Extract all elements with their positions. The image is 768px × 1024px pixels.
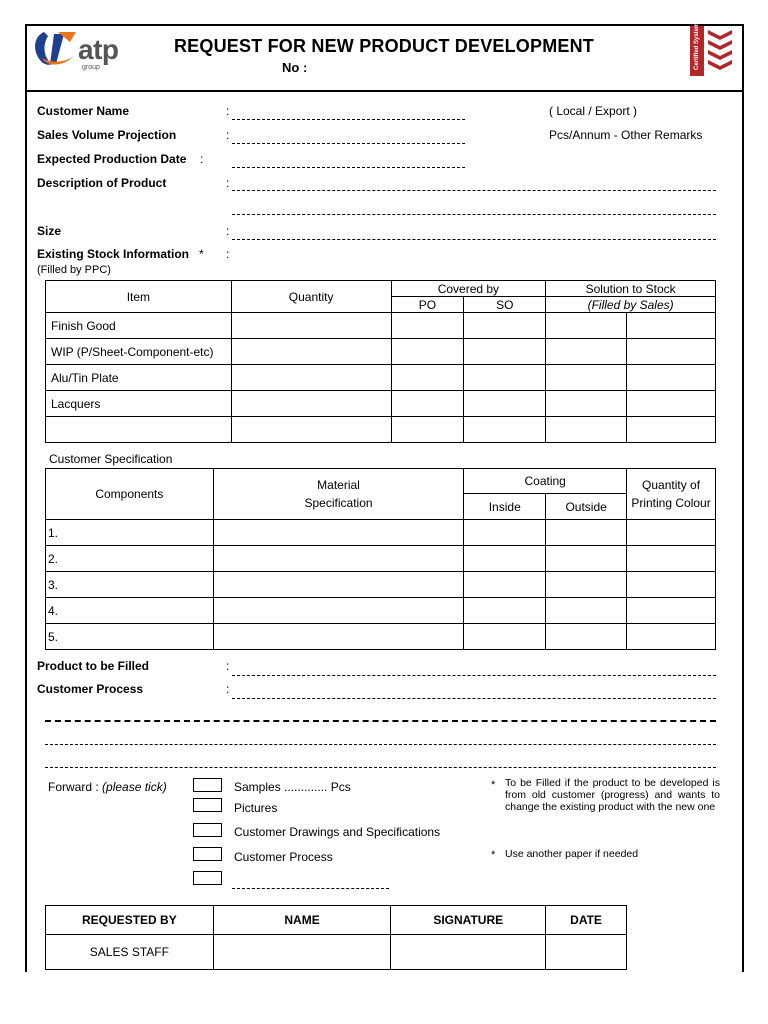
table-cell[interactable] [546, 598, 627, 624]
table-cell[interactable] [627, 624, 716, 650]
colon: : [226, 128, 230, 142]
table-cell[interactable] [546, 624, 627, 650]
existing-stock-star: * [199, 247, 204, 261]
customer-process-field[interactable] [232, 698, 716, 699]
colon: : [226, 176, 230, 190]
size-label: Size [37, 224, 62, 238]
pictures-checkbox[interactable] [193, 798, 222, 812]
table-cell[interactable] [391, 313, 464, 339]
pictures-option: Pictures [234, 801, 278, 815]
existing-stock-label: Existing Stock Information [37, 247, 190, 261]
notes-line-2[interactable] [45, 744, 716, 745]
spec-row-number: 2. [46, 546, 214, 572]
sales-volume-field[interactable] [232, 143, 465, 144]
table-cell[interactable] [213, 520, 464, 546]
size-field[interactable] [232, 239, 716, 240]
table-cell[interactable] [627, 313, 716, 339]
table-cell[interactable] [231, 313, 391, 339]
table-cell[interactable] [627, 572, 716, 598]
table-cell[interactable] [546, 417, 627, 443]
table-cell[interactable] [231, 365, 391, 391]
table-cell[interactable] [546, 935, 627, 970]
table-cell[interactable] [391, 391, 464, 417]
stock-header-filled-sales: (Filled by Sales) [546, 297, 716, 313]
expected-date-field[interactable] [232, 167, 465, 168]
table-cell[interactable] [546, 572, 627, 598]
spec-header-qty-2: Printing Colour [631, 496, 711, 510]
table-cell[interactable] [464, 339, 546, 365]
filled-by-ppc: (Filled by PPC) [37, 264, 111, 276]
spec-row-number: 4. [46, 598, 214, 624]
table-cell[interactable] [213, 546, 464, 572]
table-cell[interactable] [627, 391, 716, 417]
header-divider [25, 90, 742, 92]
table-cell[interactable] [546, 520, 627, 546]
table-cell[interactable] [391, 417, 464, 443]
table-cell[interactable] [627, 546, 716, 572]
table-cell[interactable] [464, 391, 546, 417]
sign-header-name: NAME [213, 906, 391, 935]
notes-line-1[interactable] [45, 720, 716, 722]
spec-header-material-2: Specification [304, 496, 373, 510]
note2-star: * [491, 849, 496, 861]
stock-row-item: Lacquers [46, 391, 232, 417]
spec-header-inside: Inside [464, 494, 546, 520]
customer-name-field[interactable] [232, 119, 465, 120]
table-cell[interactable] [231, 417, 391, 443]
samples-checkbox[interactable] [193, 778, 222, 792]
colon: : [226, 247, 230, 261]
product-filled-field[interactable] [232, 675, 716, 676]
colon: : [226, 104, 230, 118]
product-filled-label: Product to be Filled [37, 659, 150, 673]
table-cell[interactable] [464, 624, 546, 650]
sign-header-date: DATE [546, 906, 627, 935]
local-export-note: ( Local / Export ) [549, 104, 638, 118]
customer-process-label: Customer Process [37, 682, 144, 696]
table-cell[interactable] [213, 935, 391, 970]
spec-header-coating: Coating [464, 469, 627, 494]
table-cell[interactable] [546, 546, 627, 572]
table-cell[interactable] [627, 417, 716, 443]
stock-row-item: Finish Good [46, 313, 232, 339]
sign-header-requested: REQUESTED BY [46, 906, 214, 935]
table-cell[interactable] [464, 365, 546, 391]
forward-text: Forward : [48, 780, 99, 794]
forward-label [48, 780, 167, 794]
samples-option: Samples ............. Pcs [234, 780, 351, 794]
page-title: REQUEST FOR NEW PRODUCT DEVELOPMENT [173, 36, 594, 56]
table-cell[interactable] [546, 365, 627, 391]
note1-star: * [491, 779, 496, 791]
certified-badge [690, 22, 736, 76]
spec-header-material-1: Material [317, 478, 360, 492]
signature-table [45, 905, 627, 970]
colon: : [226, 224, 230, 238]
description-label: Description of Product [37, 176, 167, 190]
other-option-field[interactable] [232, 888, 389, 889]
expected-date-label: Expected Production Date [37, 152, 187, 166]
stock-row-item [46, 417, 232, 443]
number-label: No : [282, 60, 308, 75]
pcs-annum-note: Pcs/Annum - Other Remarks [549, 128, 703, 142]
table-cell[interactable] [546, 339, 627, 365]
table-cell[interactable] [231, 391, 391, 417]
table-cell[interactable] [391, 365, 464, 391]
stock-header-solution: Solution to Stock [546, 281, 716, 297]
spec-row-number: 5. [46, 624, 214, 650]
table-cell[interactable] [464, 572, 546, 598]
spec-header-outside: Outside [546, 494, 627, 520]
table-cell[interactable] [546, 391, 627, 417]
customer-name-label: Customer Name [37, 104, 130, 118]
stock-header-item: Item [46, 281, 232, 313]
spec-header-quantity [627, 469, 716, 520]
colon: : [226, 659, 230, 673]
note2-text: Use another paper if needed [505, 848, 639, 860]
stock-header-quantity: Quantity [231, 281, 391, 313]
drawings-checkbox[interactable] [193, 823, 222, 837]
spec-table [45, 468, 716, 650]
description-field-line2[interactable] [232, 214, 716, 215]
note1-text: To be Filled if the product to be developed is from old customer (progress) and wants to change the existing product with the new one [505, 777, 720, 813]
process-checkbox[interactable] [193, 847, 222, 861]
spec-caption: Customer Specification [49, 452, 173, 466]
table-cell[interactable] [464, 313, 546, 339]
table-cell[interactable] [464, 417, 546, 443]
table-cell[interactable] [391, 339, 464, 365]
sign-header-signature: SIGNATURE [391, 906, 546, 935]
spec-header-qty-1: Quantity of [642, 478, 701, 492]
table-cell[interactable] [627, 339, 716, 365]
table-cell[interactable] [464, 546, 546, 572]
table-cell[interactable] [627, 520, 716, 546]
notes-line-3[interactable] [45, 767, 716, 768]
forward-tick: (please tick) [102, 780, 167, 794]
table-cell[interactable] [627, 365, 716, 391]
spec-row-number: 3. [46, 572, 214, 598]
table-cell[interactable] [546, 313, 627, 339]
table-cell[interactable] [213, 598, 464, 624]
logo-text: atp [78, 34, 119, 65]
stock-table [45, 280, 716, 443]
colon: : [226, 682, 230, 696]
table-cell[interactable] [231, 339, 391, 365]
table-cell[interactable] [464, 520, 546, 546]
sign-row-sales-staff: SALES STAFF [46, 935, 214, 970]
table-cell[interactable] [391, 935, 546, 970]
table-cell[interactable] [213, 572, 464, 598]
colon: : [200, 152, 204, 166]
table-cell[interactable] [213, 624, 464, 650]
badge-text: Certified System [694, 22, 700, 70]
table-cell[interactable] [464, 598, 546, 624]
drawings-option: Customer Drawings and Specifications [234, 825, 441, 839]
stock-header-po: PO [391, 297, 464, 313]
spec-header-material [213, 469, 464, 520]
stock-header-so: SO [464, 297, 546, 313]
other-checkbox[interactable] [193, 871, 222, 885]
description-field-line1[interactable] [232, 190, 716, 191]
stock-row-item: WIP (P/Sheet-Component-etc) [46, 339, 232, 365]
logo-subtext: group [82, 64, 100, 71]
stock-row-item: Alu/Tin Plate [46, 365, 232, 391]
sales-volume-label: Sales Volume Projection [37, 128, 177, 142]
process-option: Customer Process [234, 850, 333, 864]
spec-row-number: 1. [46, 520, 214, 546]
table-cell[interactable] [627, 598, 716, 624]
stock-header-covered: Covered by [391, 281, 546, 297]
spec-header-components: Components [46, 469, 214, 520]
